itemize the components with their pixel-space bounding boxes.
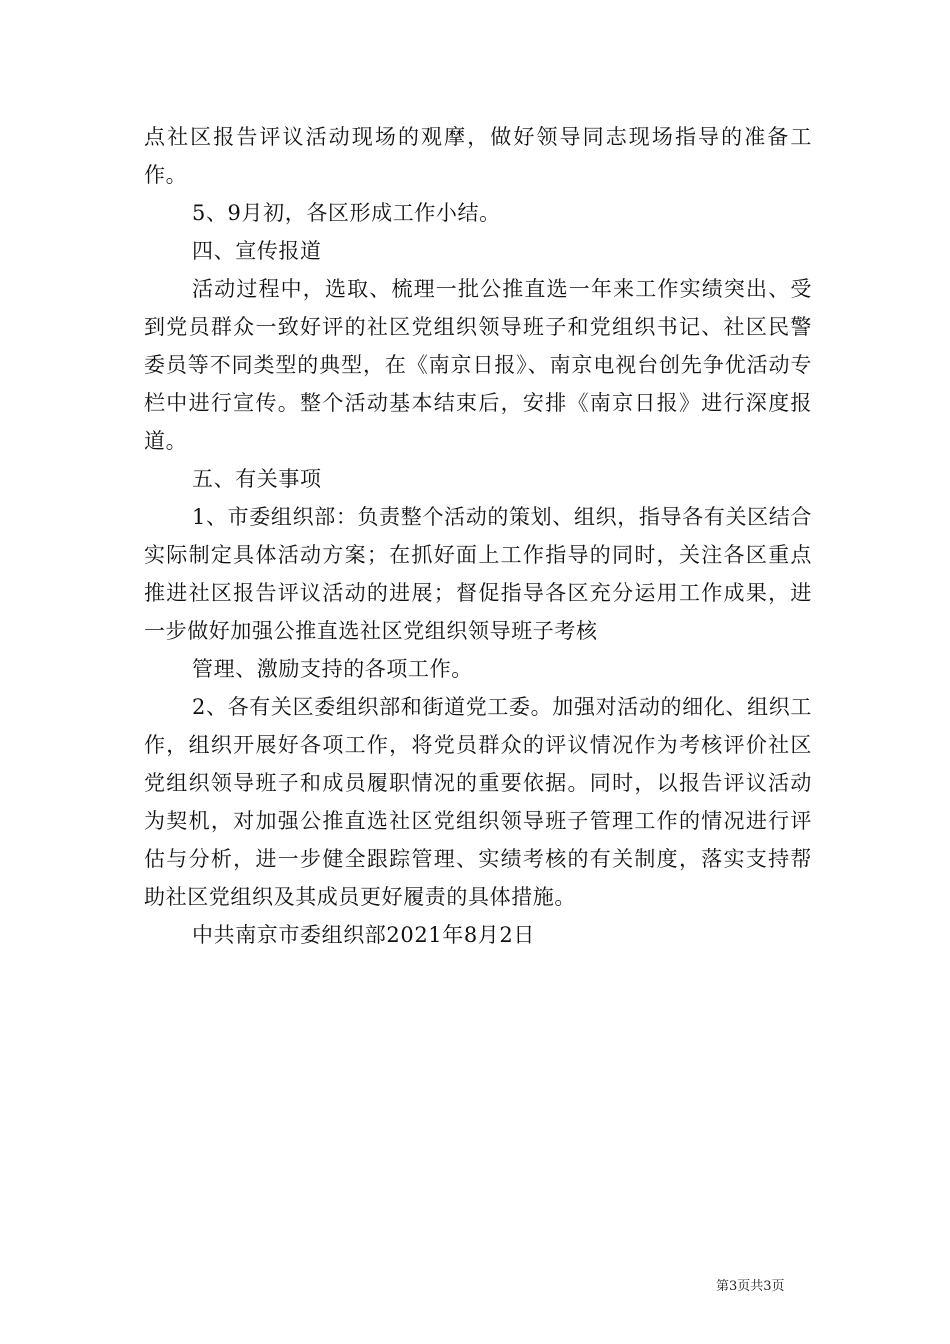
section-heading-matters: 五、有关事项 [192, 467, 322, 491]
paragraph-publicity: 活动过程中，选取、梳理一批公推直选一年来工作实绩突出、受到党员群众一致好评的社区党组织领导班子和党组织书记、社区民警委员等不同类型的典型，在《南京日报》、南京电视台创先争优活动专栏中进行宣传。整个活动基本结束后，安排《南京日报》进行深度报道。 [144, 277, 812, 453]
paragraph-continuation: 点社区报告评议活动现场的观摩，做好领导同志现场指导的准备工作。 [144, 125, 812, 187]
section-heading-publicity: 四、宣传报道 [192, 239, 322, 263]
paragraph-item-1-cont: 管理、激励支持的各项工作。 [192, 657, 473, 681]
paragraph-item-2: 2、各有关区委组织部和街道党工委。加强对活动的细化、组织工作，组织开展好各项工作，将党员群众的评议情况作为考核评价社区党组织领导班子和成员履职情况的重要依据。同时，以报告评议活动为契机，对加强公推直选社区党组织领导班子管理工作的情况进行评估与分析，进一步健全跟踪管理、实绩考核的有关制度，落实支持帮助社区党组织及其成员更好履责的具体措施。 [144, 695, 812, 909]
paragraph-item-5: 5、9月初，各区形成工作小结。 [192, 201, 501, 225]
signature-date: 中共南京市委组织部2021年8月2日 [192, 923, 535, 947]
paragraph-item-1: 1、市委组织部：负责整个活动的策划、组织，指导各有关区结合实际制定具体活动方案；在抓好面上工作指导的同时，关注各区重点推进社区报告评议活动的进展；督促指导各区充分运用工作成果，进一步做好加强公推直选社区党组织领导班子考核 [144, 505, 812, 643]
document-body [144, 118, 812, 954]
page-number: 第3页共3页 [716, 1279, 785, 1294]
